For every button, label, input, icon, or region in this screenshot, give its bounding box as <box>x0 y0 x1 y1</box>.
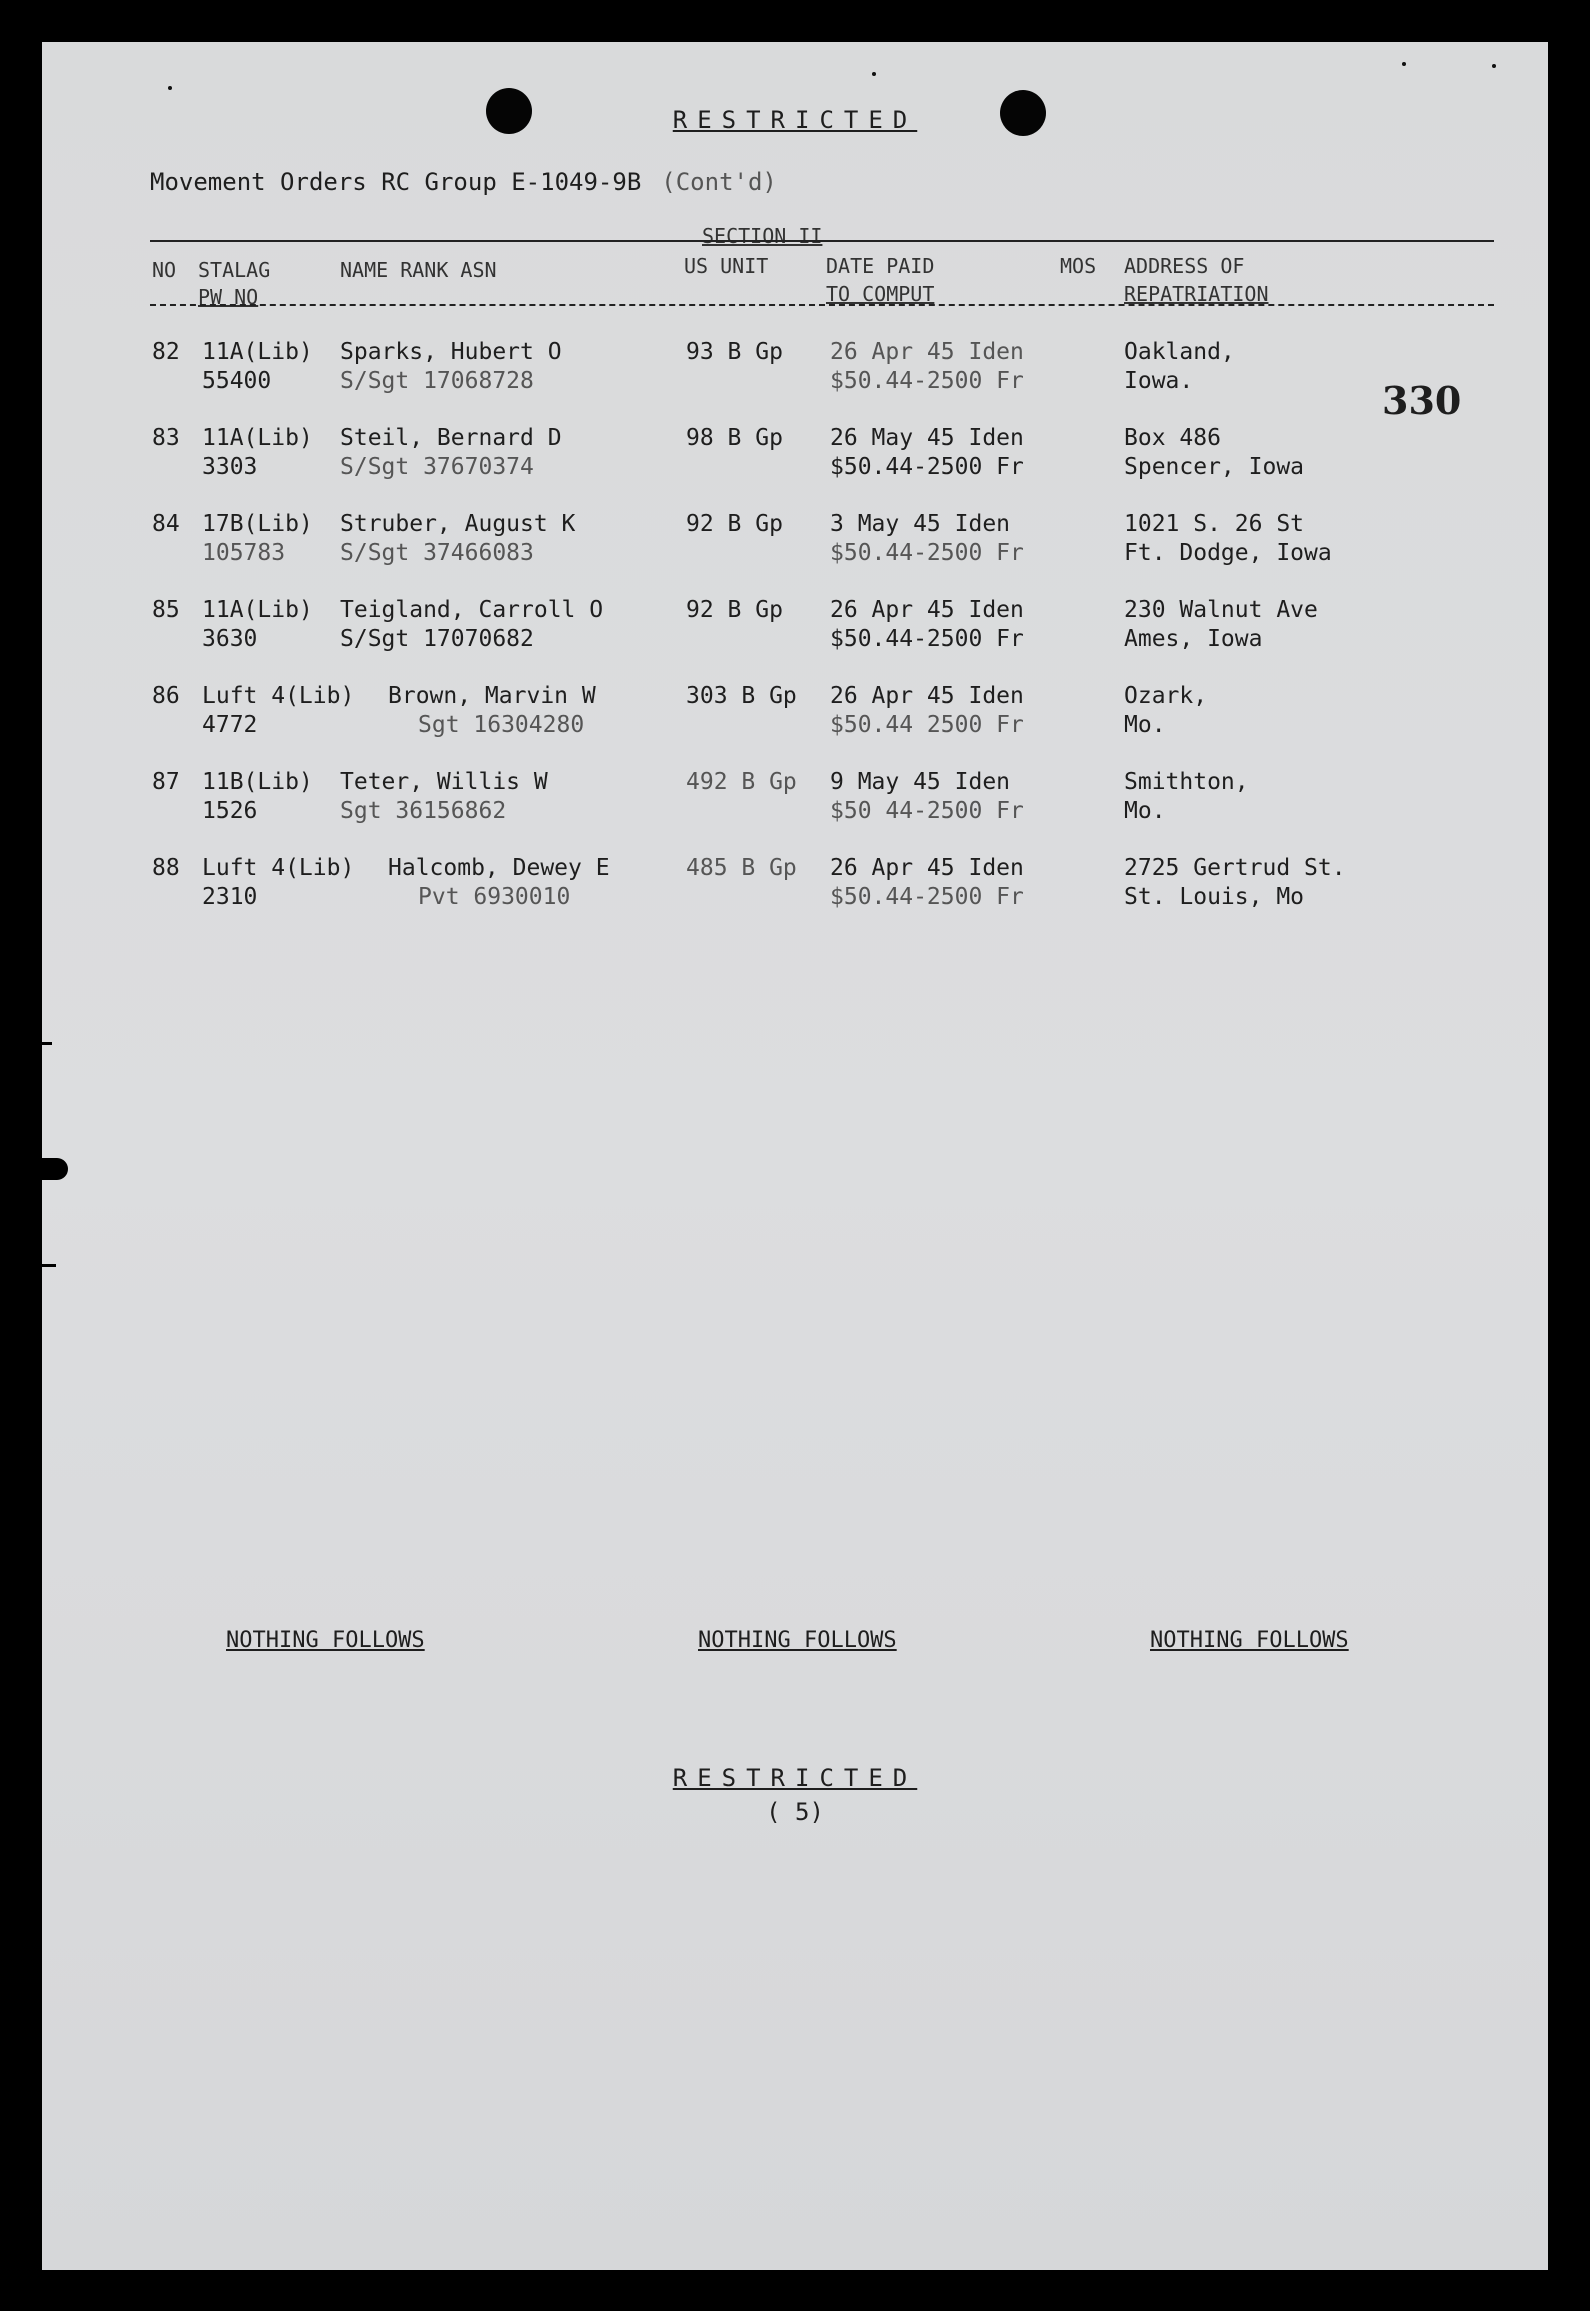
row-date: 26 Apr 45 Iden <box>830 339 1024 365</box>
edge-tick <box>42 1264 56 1267</box>
row-pay: $50.44-2500 Fr <box>830 454 1024 480</box>
row-no: 88 <box>152 855 180 881</box>
section-title: SECTION II <box>702 224 823 248</box>
document-title <box>150 168 777 196</box>
row-name: Struber, August K <box>340 511 576 537</box>
row-address-1: 230 Walnut Ave <box>1124 597 1318 623</box>
row-address-2: Ft. Dodge, Iowa <box>1124 540 1332 566</box>
row-address-2: St. Louis, Mo <box>1124 884 1305 910</box>
row-rank: Pvt 6930010 <box>418 884 571 910</box>
row-stalag: 11B(Lib) <box>202 769 313 795</box>
row-address-1: 1021 S. 26 St <box>1124 511 1305 537</box>
col-date-2: TO COMPUT <box>826 282 935 306</box>
row-date: 26 Apr 45 Iden <box>830 855 1024 881</box>
row-rank: S/Sgt 17070682 <box>340 626 534 652</box>
col-mos: MOS <box>1060 254 1097 278</box>
col-address: ADDRESS OF <box>1124 254 1245 278</box>
row-name: Brown, Marvin W <box>388 683 596 709</box>
row-name: Steil, Bernard D <box>340 425 562 451</box>
header-rule-top <box>150 240 1494 242</box>
title-note: (Cont'd) <box>661 168 777 196</box>
ink-speck <box>168 86 172 90</box>
row-pw: 55400 <box>202 368 272 394</box>
row-no: 85 <box>152 597 180 623</box>
row-no: 86 <box>152 683 180 709</box>
col-stalag: STALAG <box>198 258 271 282</box>
row-address-2: Ames, Iowa <box>1124 626 1263 652</box>
row-date: 26 Apr 45 Iden <box>830 597 1024 623</box>
row-stalag: 17B(Lib) <box>202 511 313 537</box>
row-pay: $50.44-2500 Fr <box>830 368 1024 394</box>
edge-blot <box>42 1158 68 1180</box>
row-unit: 303 B Gp <box>686 683 797 709</box>
row-stalag: 11A(Lib) <box>202 425 313 451</box>
row-pay: $50.44-2500 Fr <box>830 626 1024 652</box>
nothing-follows-left: NOTHING FOLLOWS <box>226 1628 425 1653</box>
row-address-2: Spencer, Iowa <box>1124 454 1305 480</box>
classification-footer: RESTRICTED <box>672 1764 918 1792</box>
col-address-2: REPATRIATION <box>1124 282 1269 306</box>
row-unit: 98 B Gp <box>686 425 783 451</box>
row-rank: S/Sgt 37466083 <box>340 540 534 566</box>
row-rank: Sgt 16304280 <box>418 712 585 738</box>
row-date: 26 Apr 45 Iden <box>830 683 1024 709</box>
col-date: DATE PAID <box>826 254 935 278</box>
row-address-2: Mo. <box>1124 712 1166 738</box>
row-rank: Sgt 36156862 <box>340 798 507 824</box>
row-name: Halcomb, Dewey E <box>388 855 610 881</box>
row-stalag: 11A(Lib) <box>202 339 313 365</box>
row-pw: 3303 <box>202 454 258 480</box>
row-pw: 2310 <box>202 884 258 910</box>
row-pay: $50.44 2500 Fr <box>830 712 1024 738</box>
row-pw: 1526 <box>202 798 258 824</box>
row-pw: 4772 <box>202 712 258 738</box>
col-name: NAME RANK ASN <box>340 258 497 282</box>
row-address-2: Iowa. <box>1124 368 1194 394</box>
row-pw: 105783 <box>202 540 286 566</box>
row-unit: 485 B Gp <box>686 855 797 881</box>
row-no: 84 <box>152 511 180 537</box>
ink-speck <box>1402 62 1406 66</box>
row-address-1: Oakland, <box>1124 339 1235 365</box>
row-address-1: Ozark, <box>1124 683 1208 709</box>
edge-tick <box>42 1042 52 1045</box>
nothing-follows-right: NOTHING FOLLOWS <box>1150 1628 1349 1653</box>
row-address-1: 2725 Gertrud St. <box>1124 855 1346 881</box>
row-unit: 92 B Gp <box>686 597 783 623</box>
row-no: 87 <box>152 769 180 795</box>
row-name: Teter, Willis W <box>340 769 548 795</box>
row-unit: 93 B Gp <box>686 339 783 365</box>
classification-header: RESTRICTED <box>672 106 918 134</box>
nothing-follows-center: NOTHING FOLLOWS <box>698 1628 897 1653</box>
row-unit: 92 B Gp <box>686 511 783 537</box>
row-pay: $50.44-2500 Fr <box>830 884 1024 910</box>
title-text: Movement Orders RC Group E-1049-9B <box>150 168 642 196</box>
row-date: 26 May 45 Iden <box>830 425 1024 451</box>
row-rank: S/Sgt 17068728 <box>340 368 534 394</box>
row-no: 83 <box>152 425 180 451</box>
page-stamp-number: 330 <box>1382 378 1462 423</box>
row-name: Sparks, Hubert O <box>340 339 562 365</box>
row-pay: $50 44-2500 Fr <box>830 798 1024 824</box>
ink-speck <box>1492 64 1496 68</box>
col-no: NO <box>152 258 177 282</box>
document-page <box>42 42 1548 2270</box>
col-unit: US UNIT <box>684 254 769 278</box>
row-date: 9 May 45 Iden <box>830 769 1011 795</box>
ink-speck <box>872 72 876 76</box>
row-name: Teigland, Carroll O <box>340 597 604 623</box>
row-no: 82 <box>152 339 180 365</box>
row-stalag: Luft 4(Lib) <box>202 855 355 881</box>
row-stalag: Luft 4(Lib) <box>202 683 355 709</box>
row-address-2: Mo. <box>1124 798 1166 824</box>
row-unit: 492 B Gp <box>686 769 797 795</box>
row-stalag: 11A(Lib) <box>202 597 313 623</box>
col-pw-no: PW NO <box>198 285 259 309</box>
row-pw: 3630 <box>202 626 258 652</box>
row-pay: $50.44-2500 Fr <box>830 540 1024 566</box>
page-number: ( 5) <box>766 1798 824 1826</box>
row-date: 3 May 45 Iden <box>830 511 1011 537</box>
header-rule-bottom <box>150 304 1494 306</box>
row-address-1: Box 486 <box>1124 425 1221 451</box>
row-rank: S/Sgt 37670374 <box>340 454 534 480</box>
row-address-1: Smithton, <box>1124 769 1249 795</box>
